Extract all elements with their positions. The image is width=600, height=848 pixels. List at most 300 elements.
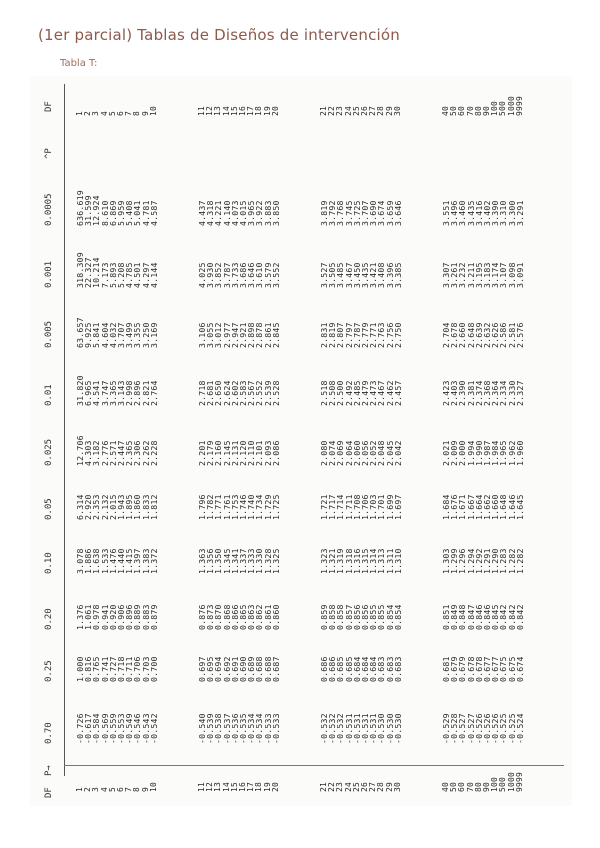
df-cell: 23 [335,781,345,792]
table-cell: 0.845 [490,604,501,630]
value-column [442,440,524,466]
df-cell: 3 [91,110,101,116]
table-cell: 1.325 [270,548,281,574]
table-cell: 1.292 [473,548,484,574]
page-title: (1er parcial) Tablas de Diseños de intervención [38,26,400,44]
table-cell: 2.756 [384,322,395,348]
table-cell: 3.505 [327,262,338,288]
table-cell: 4.144 [148,262,159,288]
table-cell: 1.648 [498,494,509,520]
table-cell: 1.697 [392,494,403,520]
df-cell: 23 [335,105,345,116]
column-header: 0.20 [44,608,54,630]
table-cell: 3.408 [376,262,387,288]
table-cell: 2.330 [506,380,517,406]
table-cell: 2.492 [343,380,354,406]
table-cell: 2.069 [335,440,346,466]
df-cell: 10 [148,781,158,792]
df-cell: 100 [490,776,500,792]
df-cell: 19 [262,781,272,792]
table-cell: 1.356 [205,548,216,574]
table-cell: 2.632 [481,322,492,348]
table-cell: 3.646 [246,262,257,288]
table-cell: 3.232 [457,262,468,288]
table-cell: 1.283 [498,548,509,574]
df-cell: 50 [449,105,459,116]
table-cell: 3.291 [514,200,525,226]
table-cell: 3.551 [441,200,451,226]
df-cell: 22 [327,105,337,116]
table-cell: -0.533 [270,713,281,744]
table-cell: 2.552 [254,380,265,406]
table-cell: 1.667 [465,494,476,520]
table-cell: 1.664 [473,494,484,520]
table-cell: 0.863 [246,604,257,630]
table-cell: 3.965 [246,200,257,226]
table-cell: 1.638 [91,548,102,574]
table-cell: -0.569 [99,713,110,744]
table-cell: -0.527 [457,713,468,744]
value-column [198,656,280,682]
table-cell: 0.859 [319,604,329,630]
table-cell: 3.930 [205,262,216,288]
table-cell: 3.646 [392,200,403,226]
value-column [320,440,402,466]
value-column [442,713,524,744]
table-cell: -0.527 [465,713,476,744]
rotated-table [30,76,572,806]
df-cell: 1 [75,110,84,116]
table-cell: 3.499 [124,322,135,348]
table-cell: -0.532 [327,713,338,744]
df-cell: 3 [91,786,101,792]
table-cell: 1.282 [506,548,517,574]
table-cell: 0.678 [473,656,484,682]
table-cell: 1.990 [473,440,484,466]
table-cell: 1.746 [237,494,248,520]
table-cell: 0.677 [481,656,492,682]
table-cell: -0.536 [229,713,240,744]
table-cell: 1.729 [262,494,273,520]
table-cell: 4.604 [99,322,110,348]
table-cell: -0.543 [140,713,151,744]
table-cell: 3.686 [237,262,248,288]
table-cell: 2.626 [490,322,501,348]
table-cell: 3.091 [514,262,525,288]
df-cell: 14 [221,105,231,116]
df-cell: 100 [490,100,500,116]
table-cell: 1.962 [506,440,517,466]
table-cell: 0.847 [465,604,476,630]
table-cell: 3.055 [205,322,216,348]
table-cell: 3.850 [270,200,281,226]
table-cell: 3.733 [229,262,240,288]
table-cell: 0.727 [107,656,118,682]
table-cell: 2.160 [213,440,224,466]
table-cell: 0.860 [270,604,281,630]
df-cell: 26 [359,105,369,116]
table-cell: 1.717 [327,494,338,520]
df-cell: 26 [359,781,369,792]
value-column [442,548,524,574]
table-cell: 4.032 [107,322,118,348]
table-cell: 5.208 [115,262,126,288]
table-cell: 0.978 [91,604,102,630]
df-column-right [320,106,402,116]
table-cell: 0.684 [368,656,379,682]
table-cell: 0.686 [319,656,329,682]
df-cell: 25 [351,781,361,792]
table-cell: 0.675 [498,656,509,682]
table-cell: 0.674 [514,656,525,682]
table-cell: 1.440 [115,548,126,574]
table-cell: 3.250 [140,322,151,348]
table-cell: -0.531 [368,713,379,744]
table-cell: -0.553 [115,713,126,744]
table-cell: 2.021 [441,440,451,466]
table-cell: 1.753 [229,494,240,520]
df-cell: 80 [473,781,483,792]
df-cell: 20 [270,105,280,116]
table-cell: 0.941 [99,604,110,630]
df-cell: 90 [481,781,491,792]
table-cell: -0.525 [498,713,509,744]
table-cell: 2.528 [270,380,281,406]
table-cell: 5.041 [132,200,143,226]
table-cell: 3.365 [107,380,118,406]
table-cell: 1.676 [449,494,460,520]
table-cell: 4.015 [237,200,248,226]
table-cell: 1.291 [481,548,492,574]
table-cell: 2.718 [197,380,207,406]
value-column [320,494,402,520]
table-cell: -0.559 [107,713,118,744]
df-cell: 7 [124,786,134,792]
table-cell: 0.889 [132,604,143,630]
df-cell: 90 [481,105,491,116]
table-cell: 0.858 [327,604,338,630]
df-cell: 9999 [514,95,524,116]
table-cell: 0.849 [449,604,460,630]
table-cell: 0.688 [262,656,273,682]
df-cell: 29 [384,105,394,116]
value-column [320,262,402,288]
table-cell: 1.313 [376,548,387,574]
table-cell: 1.328 [262,548,273,574]
df-cell: 30 [392,105,402,116]
table-cell: 22.327 [83,257,94,288]
table-cell: 2.586 [498,322,509,348]
table-cell: -0.526 [481,713,492,744]
table-cell: 1.645 [514,494,525,520]
column-header: 0.005 [44,320,54,348]
table-cell: -0.535 [237,713,248,744]
df-cell: 13 [213,781,223,792]
df-cell: 16 [237,105,247,116]
table-cell: 1.660 [490,494,501,520]
table-cell: 4.785 [124,262,135,288]
table-cell: 1.860 [132,494,143,520]
table-cell: 12.706 [75,435,85,466]
value-column [198,262,280,288]
column-header: 0.01 [44,384,54,406]
table-cell: 4.073 [229,200,240,226]
value-column [198,548,280,574]
table-cell: 3.707 [115,322,126,348]
table-cell: 3.195 [473,262,484,288]
table-cell: 0.678 [465,656,476,682]
table-cell: 1.363 [197,548,207,574]
table-cell: 0.684 [359,656,370,682]
table-cell: -0.532 [319,713,329,744]
table-cell: 4.025 [197,262,207,288]
table-cell: 0.683 [376,656,387,682]
table-cell: 2.947 [229,322,240,348]
df-cell: 2 [83,110,93,116]
df-cell: 60 [457,105,467,116]
table-cell: 2.639 [473,322,484,348]
table-cell: 2.602 [229,380,240,406]
table-cell: 6.314 [75,494,85,520]
table-cell: 0.683 [392,656,403,682]
df-cell: 16 [237,781,247,792]
table-cell: 0.883 [140,604,151,630]
table-cell: -0.530 [392,713,403,744]
table-cell: 2.539 [262,380,273,406]
table-cell: 1.383 [140,548,151,574]
table-cell: 2.797 [343,322,354,348]
table-cell: 2.831 [319,322,329,348]
table-cell: 4.140 [221,200,232,226]
table-cell: 3.183 [481,262,492,288]
value-column [198,713,280,744]
table-cell: 3.747 [99,380,110,406]
table-cell: 1.886 [83,548,94,574]
table-cell: 2.624 [221,380,232,406]
table-cell: 2.821 [140,380,151,406]
df-cell: 12 [205,781,215,792]
value-column [76,656,158,682]
table-cell: 0.858 [335,604,346,630]
df-cell: 27 [368,781,378,792]
table-cell: 1.708 [351,494,362,520]
table-cell: 2.327 [514,380,525,406]
table-cell: 1.994 [465,440,476,466]
df-cell: 10 [148,105,158,116]
table-cell: 2.110 [246,440,257,466]
table-cell: 1.415 [124,548,135,574]
table-cell: 2.898 [246,322,257,348]
table-cell: 1.000 [75,656,85,682]
value-column [442,262,524,288]
df-column-rule [64,765,564,766]
table-cell: 0.690 [237,656,248,682]
column-header: 0.0005 [44,193,54,226]
table-cell: 0.857 [343,604,354,630]
df-cell: 25 [351,105,361,116]
column-header: 0.001 [44,260,54,288]
table-cell: 0.675 [506,656,517,682]
table-cell: 0.689 [246,656,257,682]
table-cell: 2.403 [449,380,460,406]
table-cell: 2.920 [83,494,94,520]
table-cell: 1.662 [481,494,492,520]
value-column [76,435,158,466]
table-cell: 2.660 [457,322,468,348]
table-cell: 3.182 [91,440,102,466]
value-column [320,548,402,574]
table-cell: 4.318 [205,200,216,226]
table-cell: 31.599 [83,195,94,226]
df-column-left [198,782,280,792]
table-cell: 2.074 [327,440,338,466]
table-cell: 2.473 [368,380,379,406]
table-cell: 2.228 [148,440,159,466]
table-cell: 2.390 [457,380,468,406]
table-cell: 1.711 [343,494,354,520]
table-cell: 1.943 [115,494,126,520]
df-column-right [442,96,524,116]
table-cell: 1.833 [140,494,151,520]
df-cell: 11 [197,105,206,116]
table-cell: 2.374 [473,380,484,406]
table-cell: 1.725 [270,494,281,520]
table-cell: 2.581 [506,322,517,348]
table-cell: 0.703 [140,656,151,682]
df-cell: 8 [132,110,142,116]
table-cell: 1.782 [205,494,216,520]
table-cell: 8.610 [99,200,110,226]
table-cell: 1.319 [335,548,346,574]
value-column [198,440,280,466]
table-cell: -0.584 [91,713,102,744]
table-cell: 2.678 [449,322,460,348]
table-cell: 6.869 [107,200,118,226]
table-cell: 2.704 [441,322,451,348]
table-cell: 3.467 [343,262,354,288]
value-column [320,380,402,406]
table-cell: 1.372 [148,548,159,574]
value-column [320,656,402,682]
table-cell: 1.476 [107,548,118,574]
value-column [76,252,158,288]
df-cell: 14 [221,781,231,792]
df-cell: 12 [205,105,215,116]
df-cell: 1000 [506,95,516,116]
table-cell: 636.619 [75,190,85,226]
table-cell: 3.745 [343,200,354,226]
table-cell: 1.965 [498,440,509,466]
table-cell: 2.262 [140,440,151,466]
value-column [76,190,158,226]
table-cell: 5.841 [91,322,102,348]
table-cell: -0.531 [351,713,362,744]
table-cell: 3.852 [213,262,224,288]
table-cell: 2.921 [237,322,248,348]
table-cell: 2.364 [490,380,501,406]
table-cell: 0.679 [457,656,468,682]
table-cell: 0.876 [197,604,207,630]
df-cell: 9 [140,786,150,792]
df-cell: 15 [229,105,239,116]
table-cell: 2.145 [221,440,232,466]
table-cell: 5.959 [115,200,126,226]
value-column [198,494,280,520]
table-cell: 4.221 [213,200,224,226]
table-cell: 0.685 [343,656,354,682]
df-cell: 18 [254,781,264,792]
table-cell: 0.870 [213,604,224,630]
table-cell: -0.542 [148,713,159,744]
table-cell: 2.015 [107,494,118,520]
table-cell: 0.920 [107,604,118,630]
table-cell: 0.842 [498,604,509,630]
table-cell: 3.450 [351,262,362,288]
table-cell: -0.526 [473,713,484,744]
table-cell: 2.998 [124,380,135,406]
column-header: 0.10 [44,552,54,574]
table-cell: 12.924 [91,195,102,226]
table-cell: -0.726 [75,713,85,744]
table-cell: 1.987 [481,440,492,466]
table-cell: 1.771 [213,494,224,520]
table-cell: 1.812 [148,494,159,520]
table-cell: 1.061 [83,604,94,630]
table-cell: 0.842 [514,604,525,630]
table-cell: 0.706 [132,656,143,682]
df-cell: 18 [254,105,264,116]
table-cell: 2.201 [197,440,207,466]
df-cell: 21 [319,781,328,792]
df-cell: 40 [441,105,450,116]
df-cell: 15 [229,781,239,792]
table-cell: 2.500 [335,380,346,406]
table-cell: 0.854 [384,604,395,630]
df-cell: 7 [124,110,134,116]
value-column [198,322,280,348]
df-column-left [76,782,158,792]
table-cell: 3.385 [392,262,403,288]
table-cell: 2.807 [335,322,346,348]
table-cell: 1.341 [229,548,240,574]
table-cell: 1.984 [490,440,501,466]
column-header: 0.70 [44,722,54,744]
value-column [76,317,158,348]
table-cell: 2.479 [359,380,370,406]
df-cell: 27 [368,105,378,116]
table-cell: -0.531 [359,713,370,744]
table-cell: 3.579 [262,262,273,288]
table-cell: 2.977 [221,322,232,348]
table-cell: 4.303 [83,440,94,466]
table-cell: 2.576 [514,322,525,348]
table-cell: 1.310 [392,548,403,574]
table-cell: 2.583 [237,380,248,406]
table-cell: -0.549 [124,713,135,744]
value-column [442,322,524,348]
table-cell: 3.307 [441,262,451,288]
df-cell: 6 [115,786,125,792]
table-cell: 3.922 [254,200,265,226]
df-column-left [320,782,402,792]
value-column [442,380,524,406]
table-cell: 0.681 [441,656,451,682]
df-cell: 70 [465,781,475,792]
table-cell: 4.541 [91,380,102,406]
table-cell: 1.703 [368,494,379,520]
table-cell: 0.906 [115,604,126,630]
table-cell: 3.261 [449,262,460,288]
